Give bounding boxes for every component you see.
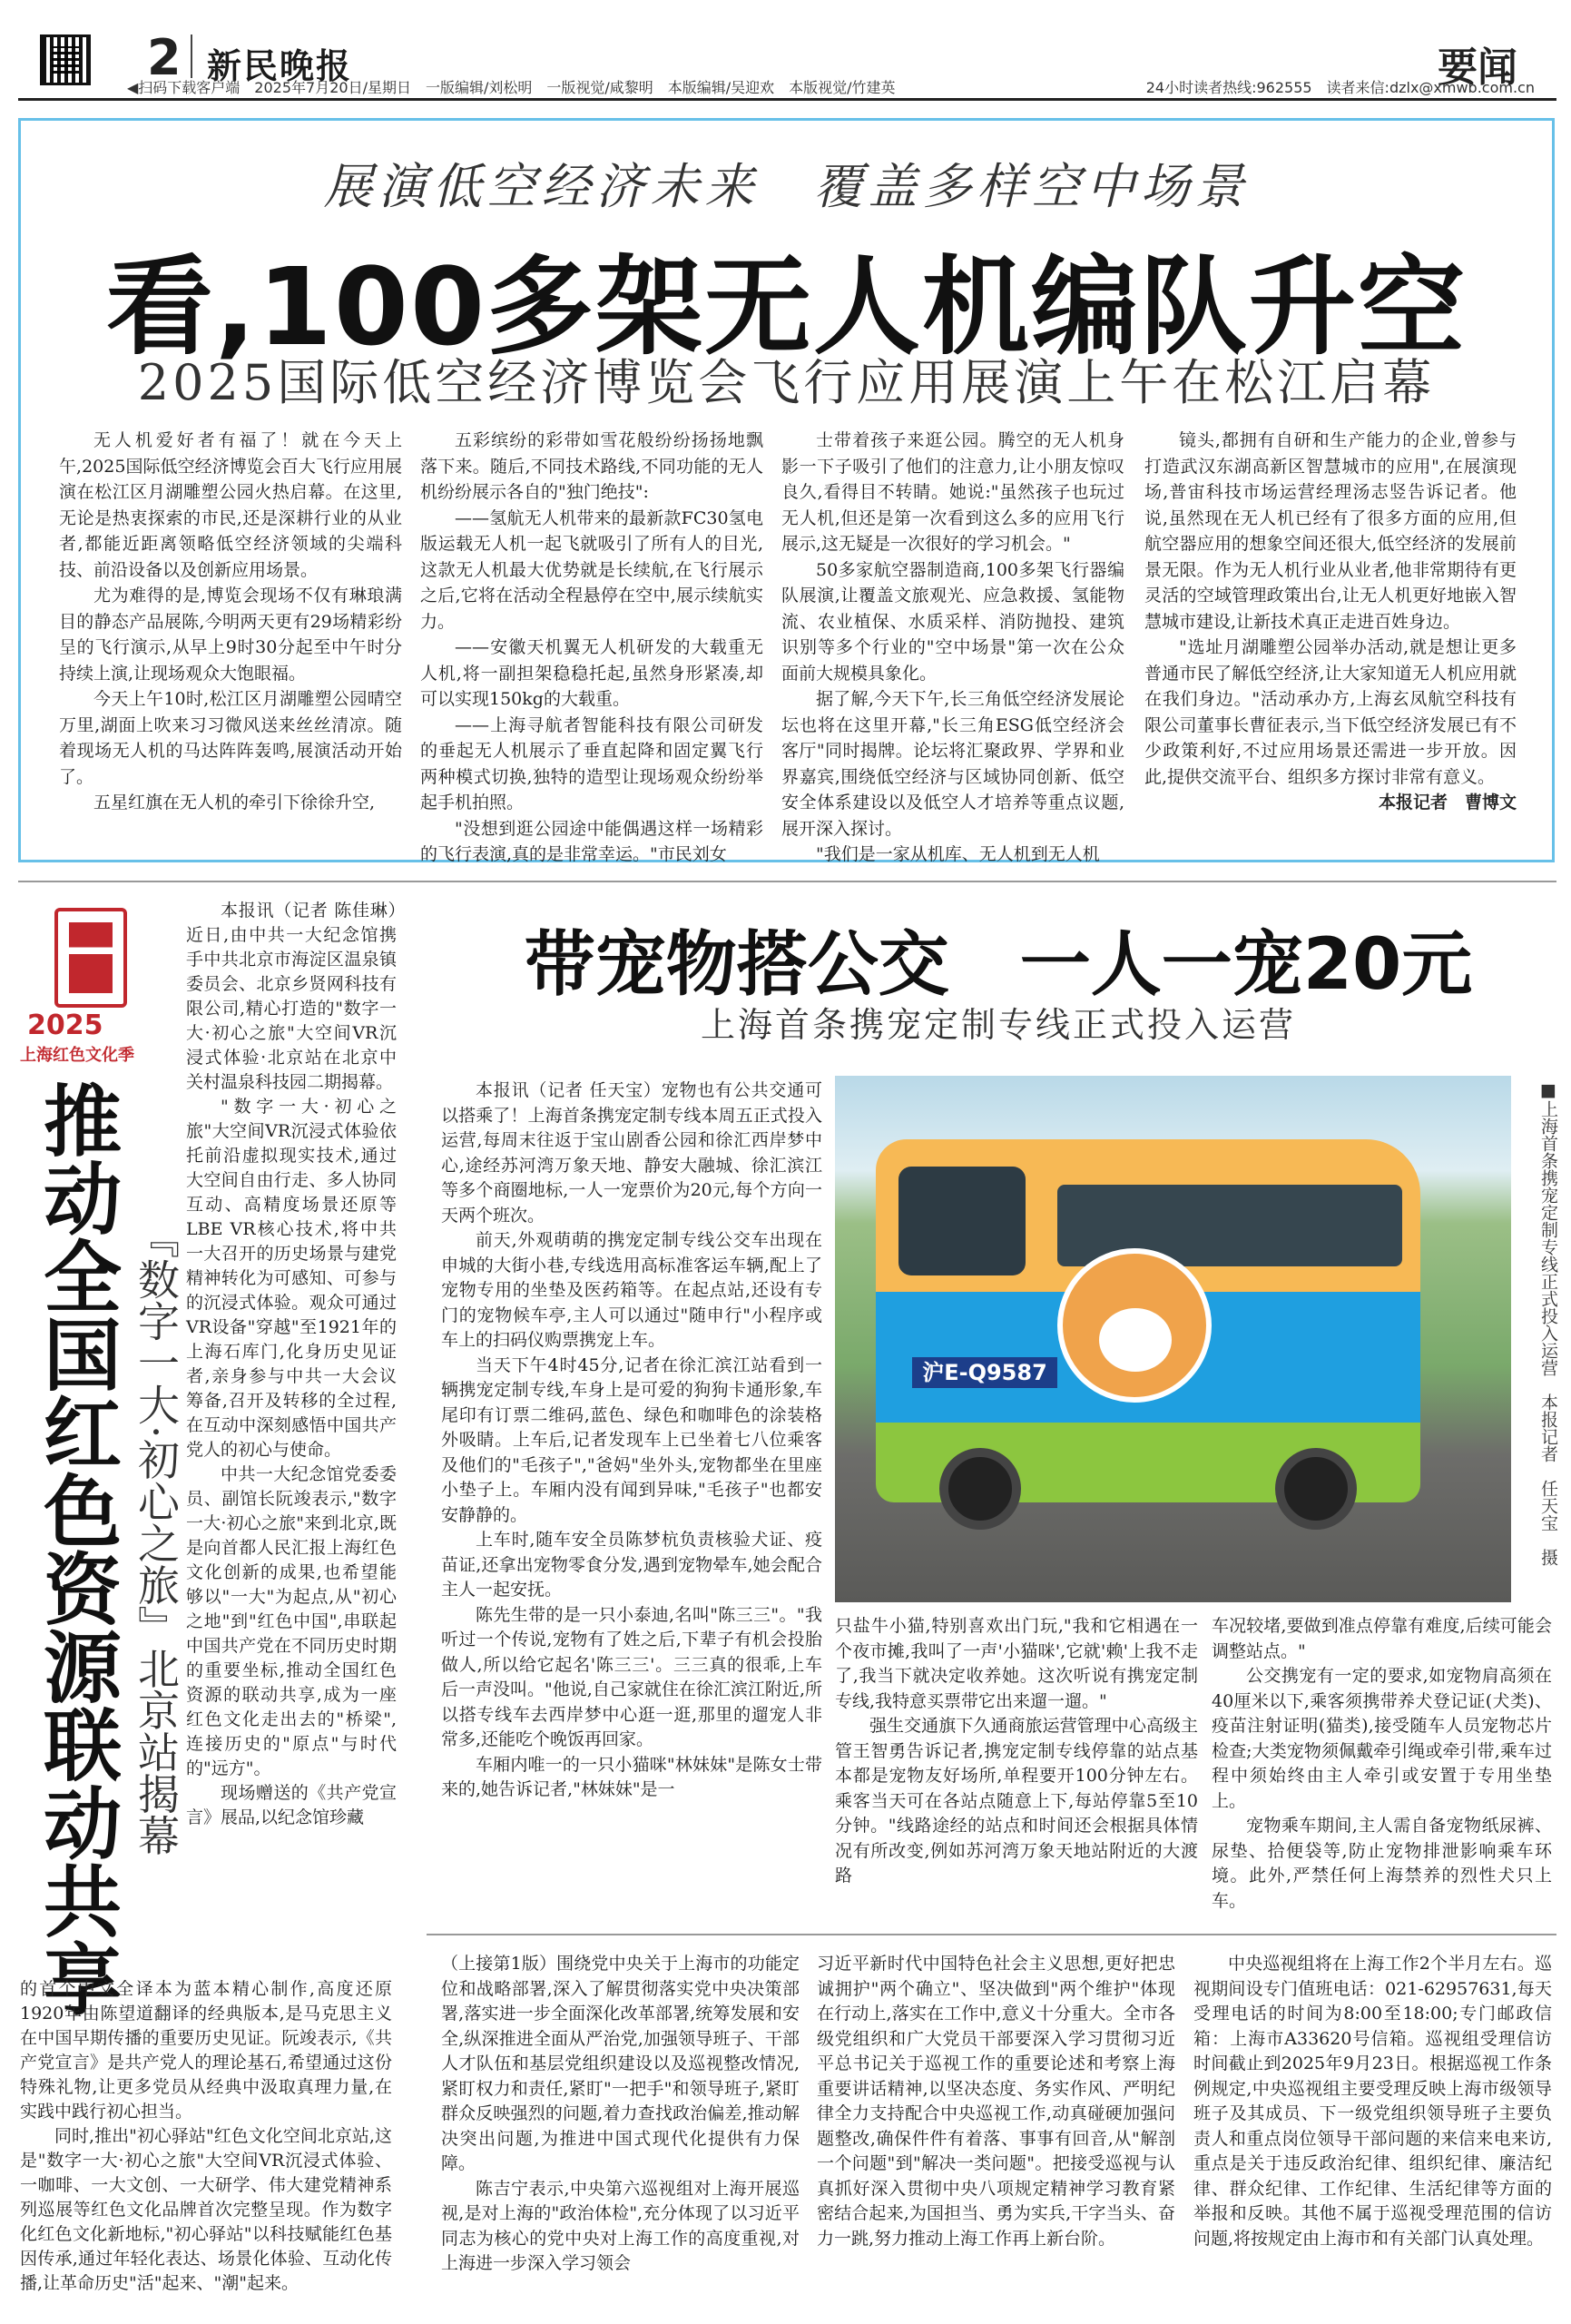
license-plate: 沪E-Q9587 [912, 1357, 1057, 1388]
article-column [781, 428, 1124, 868]
bus-photo [835, 1076, 1511, 1602]
paragraph: 五彩缤纷的彩带如雪花般纷纷扬扬地飘落下来。随后,不同技术路线,不同功能的无人机纷纷展示各自的"独门绝技": [420, 430, 763, 502]
paragraph: 同时,推出"初心驿站"红色文化空间北京站,这是"数字一大·初心之旅"大空间VR沉浸式体验、一咖啡、一大文创、一大研学、伟大建党精神系列巡展等红色文化品牌首次完整呈现。作为数字化红色文化新地标,"初心驿站"以科技赋能红色基因传承,通过年轻化表达、场景化体验、互动化传播,让革命历史"活"起来、"潮"起来。 [20, 2126, 392, 2293]
paragraph: 的首个中文全译本为蓝本精心制作,高度还原1920年由陈望道翻译的经典版本,是马克思主义在中国早期传播的重要历史见证。阮竣表示,《共产党宣言》是共产党人的理论基石,希望通过这份特殊礼物,让更多党员从经典中汲取真理力量,在实践中践行初心担当。 [20, 1979, 392, 2122]
paragraph: 当天下午4时45分,记者在徐汇滨江站看到一辆携宠定制专线,车身上是可爱的狗狗卡通形象,车尾印有订票二维码,蓝色、绿色和咖啡色的涂装格外吸睛。上车后,记者发现车上已坐着七八位乘客及他们的"毛孩子","爸妈"坐外头,宠物都坐在里座小垫子上。车厢内没有闻到异味,"毛孩子"也都安安静静的。 [441, 1354, 822, 1525]
article-column [817, 1952, 1175, 2251]
story-kicker: 展演低空经济未来 覆盖多样空中场景 [323, 158, 1250, 215]
pet-bus [876, 1139, 1420, 1502]
paragraph: 上车时,随车安全员陈梦杭负责核验犬证、疫苗证,还拿出宠物零食分发,遇到宠物晕车,她会配合主人一起安抚。 [441, 1530, 822, 1600]
paragraph: 无人机爱好者有福了！就在今天上午,2025国际低空经济博览会百大飞行应用展演在松江区月湖雕塑公园火热启幕。在这里,无论是热衷探索的市民,还是深耕行业的从业者,都能近距离领略低空经济领域的尖端科技、前沿设备以及创新应用场景。 [59, 430, 402, 580]
article-column [835, 1614, 1198, 1889]
story-drone-show [18, 118, 1555, 862]
article-column [20, 1977, 392, 2296]
paragraph: 车况较堵,要做到准点停靠有难度,后续可能会调整站点。" [1212, 1616, 1552, 1661]
divider [191, 34, 192, 78]
paragraph: 尤为难得的是,博览会现场不仅有琳琅满目的静态产品展陈,今明两天更有29场精彩纷呈的飞行演示,从早上9时30分起至中午时分持续上演,让现场观众大饱眼福。 [59, 586, 402, 684]
red-culture-logo-icon [54, 908, 127, 1008]
flag-icon [69, 922, 113, 993]
paper-name: 新民晚报 [207, 45, 353, 86]
wheel-icon [939, 1448, 1021, 1530]
paragraph: 前天,外观萌萌的携宠定制专线公交车出现在申城的大街小巷,专线选用高标准客运车辆,配上了宠物专用的坐垫及医药箱等。在起点站,还设有专门的宠物候车亭,主人可以通过"随申行"小程序或车上的扫码仪购票携宠上车。 [441, 1230, 822, 1350]
paragraph: 今天上午10时,松江区月湖雕塑公园晴空万里,湖面上吹来习习微风送来丝丝清凉。随着现场无人机的马达阵阵轰鸣,展演活动开始了。 [59, 689, 402, 787]
logo-text: 上海红色文化季 [20, 1046, 134, 1065]
story-deck: 『数字一大·初心之旅』北京站揭幕 [132, 1216, 181, 1856]
hotline: 24小时读者热线:962555 读者来信:dzlx@xmwb.com.cn [1145, 79, 1535, 96]
dog-mascot-icon [1057, 1248, 1212, 1403]
story-deck: 上海首条携宠定制专线正式投入运营 [700, 1005, 1296, 1045]
paragraph: 镜头,都拥有自研和生产能力的企业,曾参与打造武汉东湖高新区智慧城市的应用",在展演现场,普宙科技市场运营经理汤志竖告诉记者。他说,虽然现在无人机已经有了很多方面的应用,但航空器应用的想象空间还很大,低空经济的发展前景无限。作为无人机行业从业者,他非常期待有更灵活的空域管理政策出台,让无人机更好地嵌入智慧城市建设,让新技术真正走进百姓身边。 [1144, 430, 1517, 632]
paragraph: 中央巡视组将在上海工作2个半月左右。巡视期间设专门值班电话：021-62957631,每天受理电话的时间为8:00至18:00;专门邮政信箱：上海市A33620号信箱。巡视组受理信访时间截止到2025年9月23日。根据巡视工作条例规定,中央巡视组主要受理反映上海市级领导班子及其成员、下一级党组织领导班子主要负责人和重点岗位领导干部问题的来信来电来访,重点是关于违反政治纪律、组织纪律、廉洁纪律、群众纪律、工作纪律、生活纪律等方面的举报和反映。其他不属于巡视受理范围的信访问题,将按规定由上海市和有关部门认真处理。 [1193, 1954, 1552, 2249]
article-column [420, 428, 763, 868]
article-column [441, 1952, 800, 2277]
paragraph: 习近平新时代中国特色社会主义思想,更好把忠诚拥护"两个确立"、坚决做到"两个维护"体现在行动上,落实在工作中,意义十分重大。全市各级党组织和广大党员干部要深入学习贯彻习近平总书记关于巡视工作的重要论述和考察上海重要讲话精神,以坚决态度、务实作风、严明纪律全力支持配合中央巡视工作,动真碰硬加强问题整改,确保件件有着落、事事有回音,从"解剖一个问题"到"解决一类问题"。把接受巡视与认真抓好深入贯彻中央八项规定精神学习教育紧密结合起来,为国担当、勇为实兵,干字当头、奋力一跳,努力推动上海工作再上新台阶。 [817, 1954, 1175, 2249]
page-number: 2 [147, 29, 182, 86]
bus-window [898, 1167, 1026, 1275]
story-headline: 推动全国红色资源联动共享 [30, 1080, 121, 2017]
paragraph: 陈先生带的是一只小泰迪,名叫"陈三三"。"我听过一个传说,宠物有了姓之后,下辈子有机会投胎做人,所以给它起名'陈三三'。三三真的很乖,上车后一声没叫。"他说,自己家就住在徐汇滨江附近,所以搭专线车去西岸梦中心逛一逛,那里的遛宠人非常多,还能吃个晚饭再回家。 [441, 1604, 822, 1749]
info-line: ◀扫码下载客户端 2025年7月20日/星期日 一版编辑/刘松明 一版视觉/咸黎明 本版编辑/吴迎欢 本版视觉/竹建英 [127, 79, 896, 96]
divider [427, 1934, 1556, 1935]
paragraph: 车厢内唯一的一只小猫咪"林妹妹"是陈女士带来的,她告诉记者,"林妹妹"是一 [441, 1754, 822, 1799]
paragraph: 50多家航空器制造商,100多架飞行器编队展演,让覆盖文旅观光、应急救援、氢能物流、农业植保、水质采样、消防抛投、建筑识别等多个行业的"空中场景"第一次在公众面前大规模具象化。 [781, 559, 1124, 684]
divider [18, 98, 1556, 101]
paragraph: （上接第1版）围绕党中央关于上海市的功能定位和战略部署,深入了解贯彻落实党中央决策部署,落实进一步全面深化改革部署,统筹发展和安全,纵深推进全面从严治党,加强领导班子、干部人才队伍和基层党组织建设以及巡视整改情况,紧盯权力和责任,紧盯"一把手"和领导班子,紧盯群众反映强烈的问题,着力查找政治偏差,推动解决突出问题,为推进中国式现代化提供有力保障。 [441, 1954, 800, 2173]
paragraph: 中共一大纪念馆党委委员、副馆长阮竣表示,"数字一大·初心之旅"来到北京,既是向首都人民汇报上海红色文化创新的成果,也希望能够以"一大"为起点,从"初心之地"到"红色中国",串联起中国共产党在不同历史时期的重要坐标,推动全国红色资源的联动共享,成为一座红色文化走出去的"桥梁",连接历史的"原点"与时代的"远方"。 [186, 1464, 397, 1778]
qr-code-icon[interactable] [40, 34, 91, 85]
paragraph: 公交携宠有一定的要求,如宠物肩高须在40厘米以下,乘客须携带养犬登记证(犬类)、疫苗注射证明(猫类),接受随车人员宠物芯片检查;大类宠物须佩戴牵引绳或牵引带,乘车过程中须始终由主人牵引或安置于专用坐垫上。 [1212, 1666, 1552, 1811]
paragraph: 只盐牛小猫,特别喜欢出门玩,"我和它相遇在一个夜市摊,我叫了一声'小猫咪',它就'赖'上我不走了,我当下就决定收养她。这次听说有携宠定制专线,我特意买票带它出来遛一遛。" [835, 1616, 1198, 1711]
article-column [1144, 428, 1517, 816]
section-title: 要闻 [1438, 44, 1517, 91]
story-deck: 2025国际低空经济博览会飞行应用展演上午在松江启幕 [137, 354, 1436, 411]
paragraph: "选址月湖雕塑公园举办活动,就是想让更多普通市民了解低空经济,让大家知道无人机应用就在我们身边。"活动承办方,上海玄凤航空科技有限公司董事长曹征表示,当下低空经济发展已有不少政策利好,不过应用场景还需进一步开放。因此,提供交流平台、组织多方探讨非常有意义。 [1144, 637, 1517, 787]
paragraph: 五星红旗在无人机的牵引下徐徐升空, [93, 793, 376, 812]
paragraph: "数字一大·初心之旅"大空间VR沉浸式体验依托前沿虚拟现实技术,通过大空间自由行走、多人协同互动、高精度场景还原等LBE VR核心技术,将中共一大召开的历史场景与建党精神转化为可感知、可参与的沉浸式体验。观众可通过VR设备"穿越"至1921年的上海石库门,化身历史见证者,亲身参与中共一大会议筹备,召开及转移的全过程,在互动中深刻感悟中国共产党人的初心与使命。 [186, 1097, 397, 1460]
paragraph: 士带着孩子来逛公园。腾空的无人机身影一下子吸引了他们的注意力,让小朋友惊叹良久,看得目不转睛。她说:"虽然孩子也玩过无人机,但还是第一次看到这么多的应用飞行展示,这无疑是一次很好的学习机会。" [781, 430, 1124, 554]
paragraph: ——氢航无人机带来的最新款FC30氢电版运载无人机一起飞就吸引了所有人的目光,这款无人机最大优势就是长续航,在飞行展示之后,它将在活动全程悬停在空中,展示续航实力。 [420, 507, 763, 632]
paragraph: 现场赠送的《共产党宣言》展品,以纪念馆珍藏 [186, 1783, 397, 1827]
paragraph: 宠物乘车期间,主人需自备宠物纸尿裤、尿垫、拾便袋等,防止宠物排泄影响乘车环境。此外,严禁任何上海禁养的烈性犬只上车。 [1212, 1816, 1552, 1911]
logo-year: 2025 [27, 1009, 103, 1041]
paragraph: "我们是一家从机库、无人机到无人机 [816, 844, 1100, 864]
paragraph: "没想到逛公园途中能偶遇这样一场精彩的飞行表演,真的是非常幸运。"市民刘女 [420, 818, 763, 864]
story-headline: 看,100多架无人机编队升空 [105, 244, 1468, 369]
byline: 本报记者 曹博文 [1378, 793, 1517, 812]
paragraph: 本报讯（记者 陈佳琳）近日,由中共一大纪念馆携手中共北京市海淀区温泉镇委员会、北京乡贤网科技有限公司,精心打造的"数字一大·初心之旅"大空间VR沉浸式体验·北京站在北京中关村温泉科技园二期揭幕。 [186, 901, 397, 1092]
article-column [1212, 1614, 1552, 1914]
article-column [186, 899, 397, 1830]
wheel-icon [1275, 1448, 1357, 1530]
divider [18, 881, 1556, 882]
article-column [1193, 1952, 1552, 2251]
photo-caption: ■上海首条携宠定制专线正式投入运营 本报记者 任天宝 摄 [1538, 1080, 1558, 1566]
paragraph: 强生交通旗下久通商旅运营管理中心高级主管王智勇告诉记者,携宠定制专线停靠的站点基本都是宠物友好场所,单程要开100分钟左右。乘客当天可在各站点随意上下,每站停靠5至10分钟。"线路途经的站点和时间还会根据具体情况有所改变,例如苏河湾万象天地站附近的大渡路 [835, 1716, 1198, 1886]
paragraph: 据了解,今天下午,长三角低空经济发展论坛也将在这里开幕,"长三角ESG低空经济会客厅"同时揭牌。论坛将汇聚政界、学界和业界嘉宾,围绕低空经济与区域协同创新、低空安全体系建设以及低空人才培养等重点议题,展开深入探讨。 [781, 689, 1124, 839]
article-column [441, 1078, 822, 1803]
paragraph: 陈吉宁表示,中央第六巡视组对上海开展巡视,是对上海的"政治体检",充分体现了以习近平同志为核心的党中央对上海工作的高度重视,对上海进一步深入学习领会 [441, 2178, 800, 2273]
article-column [59, 428, 402, 816]
story-headline: 带宠物搭公交 一人一宠20元 [524, 924, 1473, 1006]
paragraph: 本报讯（记者 任天宝）宠物也有公共交通可以搭乘了！上海首条携宠定制专线本周五正式投入运营,每周末往返于宝山剧香公园和徐汇西岸梦中心,途经苏河湾万象天地、静安大融城、徐汇滨江等多个商圈地标,一人一宠票价为20元,每个方向一天两个班次。 [441, 1080, 822, 1226]
paragraph: ——上海寻航者智能科技有限公司研发的垂起无人机展示了垂直起降和固定翼飞行两种模式切换,独特的造型让现场观众纷纷举起手机拍照。 [420, 714, 763, 812]
paragraph: ——安徽天机翼无人机研发的大载重无人机,将一副担架稳稳托起,虽然身形紧凑,却可以实现150kg的大载重。 [420, 637, 763, 709]
